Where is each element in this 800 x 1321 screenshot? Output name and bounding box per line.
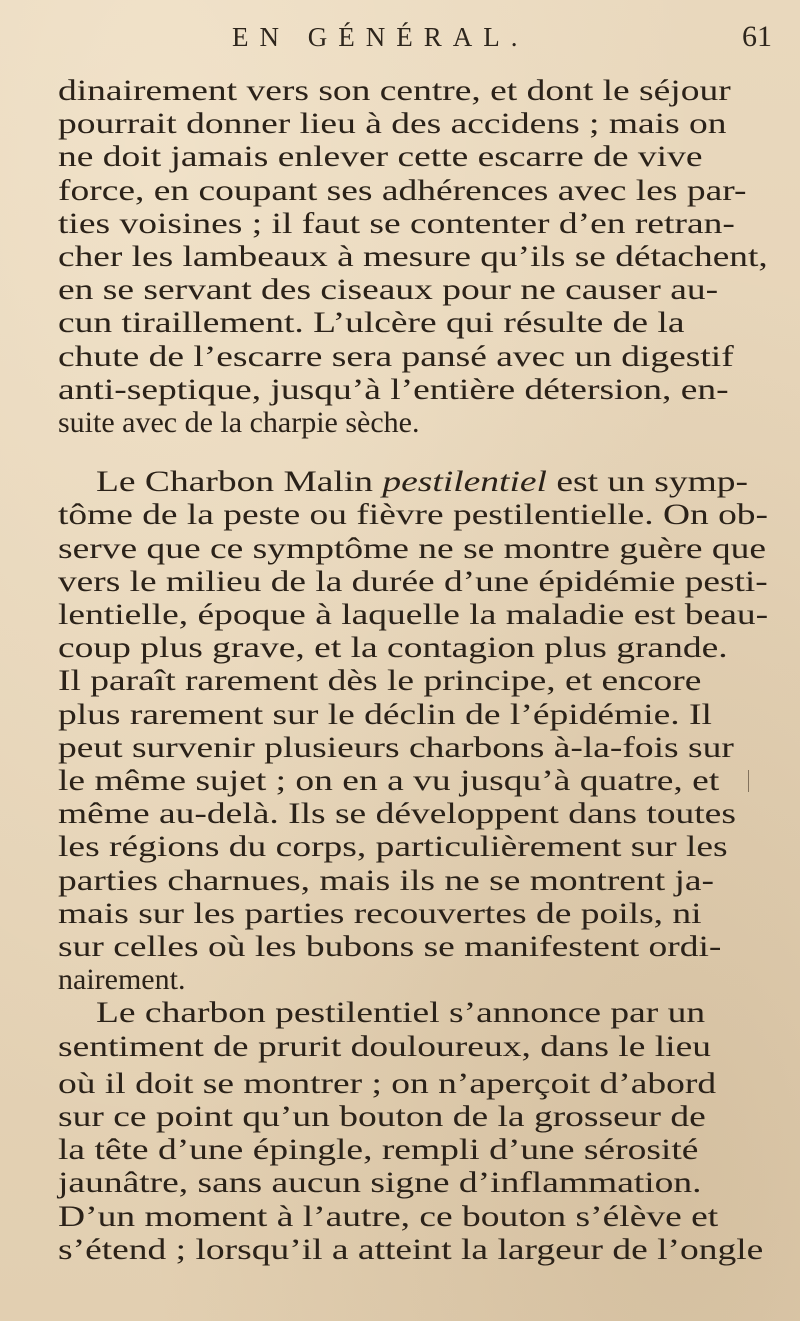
text-line: où il doit se montrer ; on n’aperçoit d’abord xyxy=(58,1066,717,1100)
section-lead: Le Charbon Malin xyxy=(96,465,374,499)
text-line: les régions du corps, particulièrement sur les xyxy=(58,830,728,864)
text-line: parties charnues, mais ils ne se montrent ja- xyxy=(58,863,715,897)
text-line: cun tiraillement. L’ulcère qui résulte de la xyxy=(58,306,685,340)
text-line: ne doit jamais enlever cette escarre de vive xyxy=(58,140,703,174)
text-line: D’un moment à l’autre, ce bouton s’élève et xyxy=(58,1199,719,1233)
text-line: ties voisines ; il faut se contenter d’en retran- xyxy=(58,206,735,240)
text-line: s’étend ; lorsqu’il a atteint la largeur de l’ongle xyxy=(58,1232,764,1266)
text-line: force, en coupant ses adhérences avec les par- xyxy=(58,173,747,207)
text-line: en se servant des ciseaux pour ne causer au- xyxy=(58,273,719,307)
text-line: vers le milieu de la durée d’une épidémie pesti- xyxy=(58,564,768,598)
text-line: Le charbon pestilentiel s’annonce par un xyxy=(96,996,706,1030)
text-line: anti-septique, jusqu’à l’entière détersion, en- xyxy=(58,372,729,406)
text-line: tôme de la peste ou fièvre pestilentielle. On ob- xyxy=(58,498,768,532)
running-title: EN GÉNÉRAL. xyxy=(232,22,529,52)
text-line: cher les lambeaux à mesure qu’ils se détachent, xyxy=(58,240,768,273)
text-line: jaunâtre, sans aucun signe d’inflammation. xyxy=(58,1166,702,1200)
page-number: 61 xyxy=(742,20,772,53)
text-line: coup plus grave, et la contagion plus grande. xyxy=(58,631,728,665)
text-line: mais sur les parties recouvertes de poils, ni xyxy=(58,896,702,930)
italic-term: pestilentiel xyxy=(382,465,547,499)
paper-mark xyxy=(748,770,749,792)
text-line: peut survenir plusieurs charbons à-la-fois sur xyxy=(58,730,734,764)
text-line: sur celles où les bubons se manifestent ordi- xyxy=(58,930,722,963)
lead-continuation: est un symp- xyxy=(556,465,748,499)
text-line: plus rarement sur le déclin de l’épidémie. Il xyxy=(58,697,712,731)
running-head xyxy=(232,20,772,64)
text-line: même au-delà. Ils se développent dans toutes xyxy=(58,797,736,831)
text-line: chute de l’escarre sera pansé avec un digestif xyxy=(58,339,734,373)
text-line: le même sujet ; on en a vu jusqu’à quatre, et xyxy=(58,764,720,797)
text-line: lentielle, époque à laquelle la maladie est beau- xyxy=(58,598,769,631)
text-line: sur ce point qu’un bouton de la grosseur de xyxy=(58,1100,706,1133)
text-line: la tête d’une épingle, rempli d’une sérosité xyxy=(58,1133,699,1167)
text-line: suite avec de la charpie sèche. xyxy=(58,406,420,439)
text-line xyxy=(96,467,748,497)
text-line: sentiment de prurit douloureux, dans le lieu xyxy=(58,1029,711,1063)
text-line: serve que ce symptôme ne se montre guère que xyxy=(58,531,767,565)
text-line: pourrait donner lieu à des accidens ; mais on xyxy=(58,107,727,141)
text-line: Il paraît rarement dès le principe, et encore xyxy=(58,664,702,698)
text-line: nairement. xyxy=(58,963,186,997)
text-line: dinairement vers son centre, et dont le séjour xyxy=(58,74,731,107)
